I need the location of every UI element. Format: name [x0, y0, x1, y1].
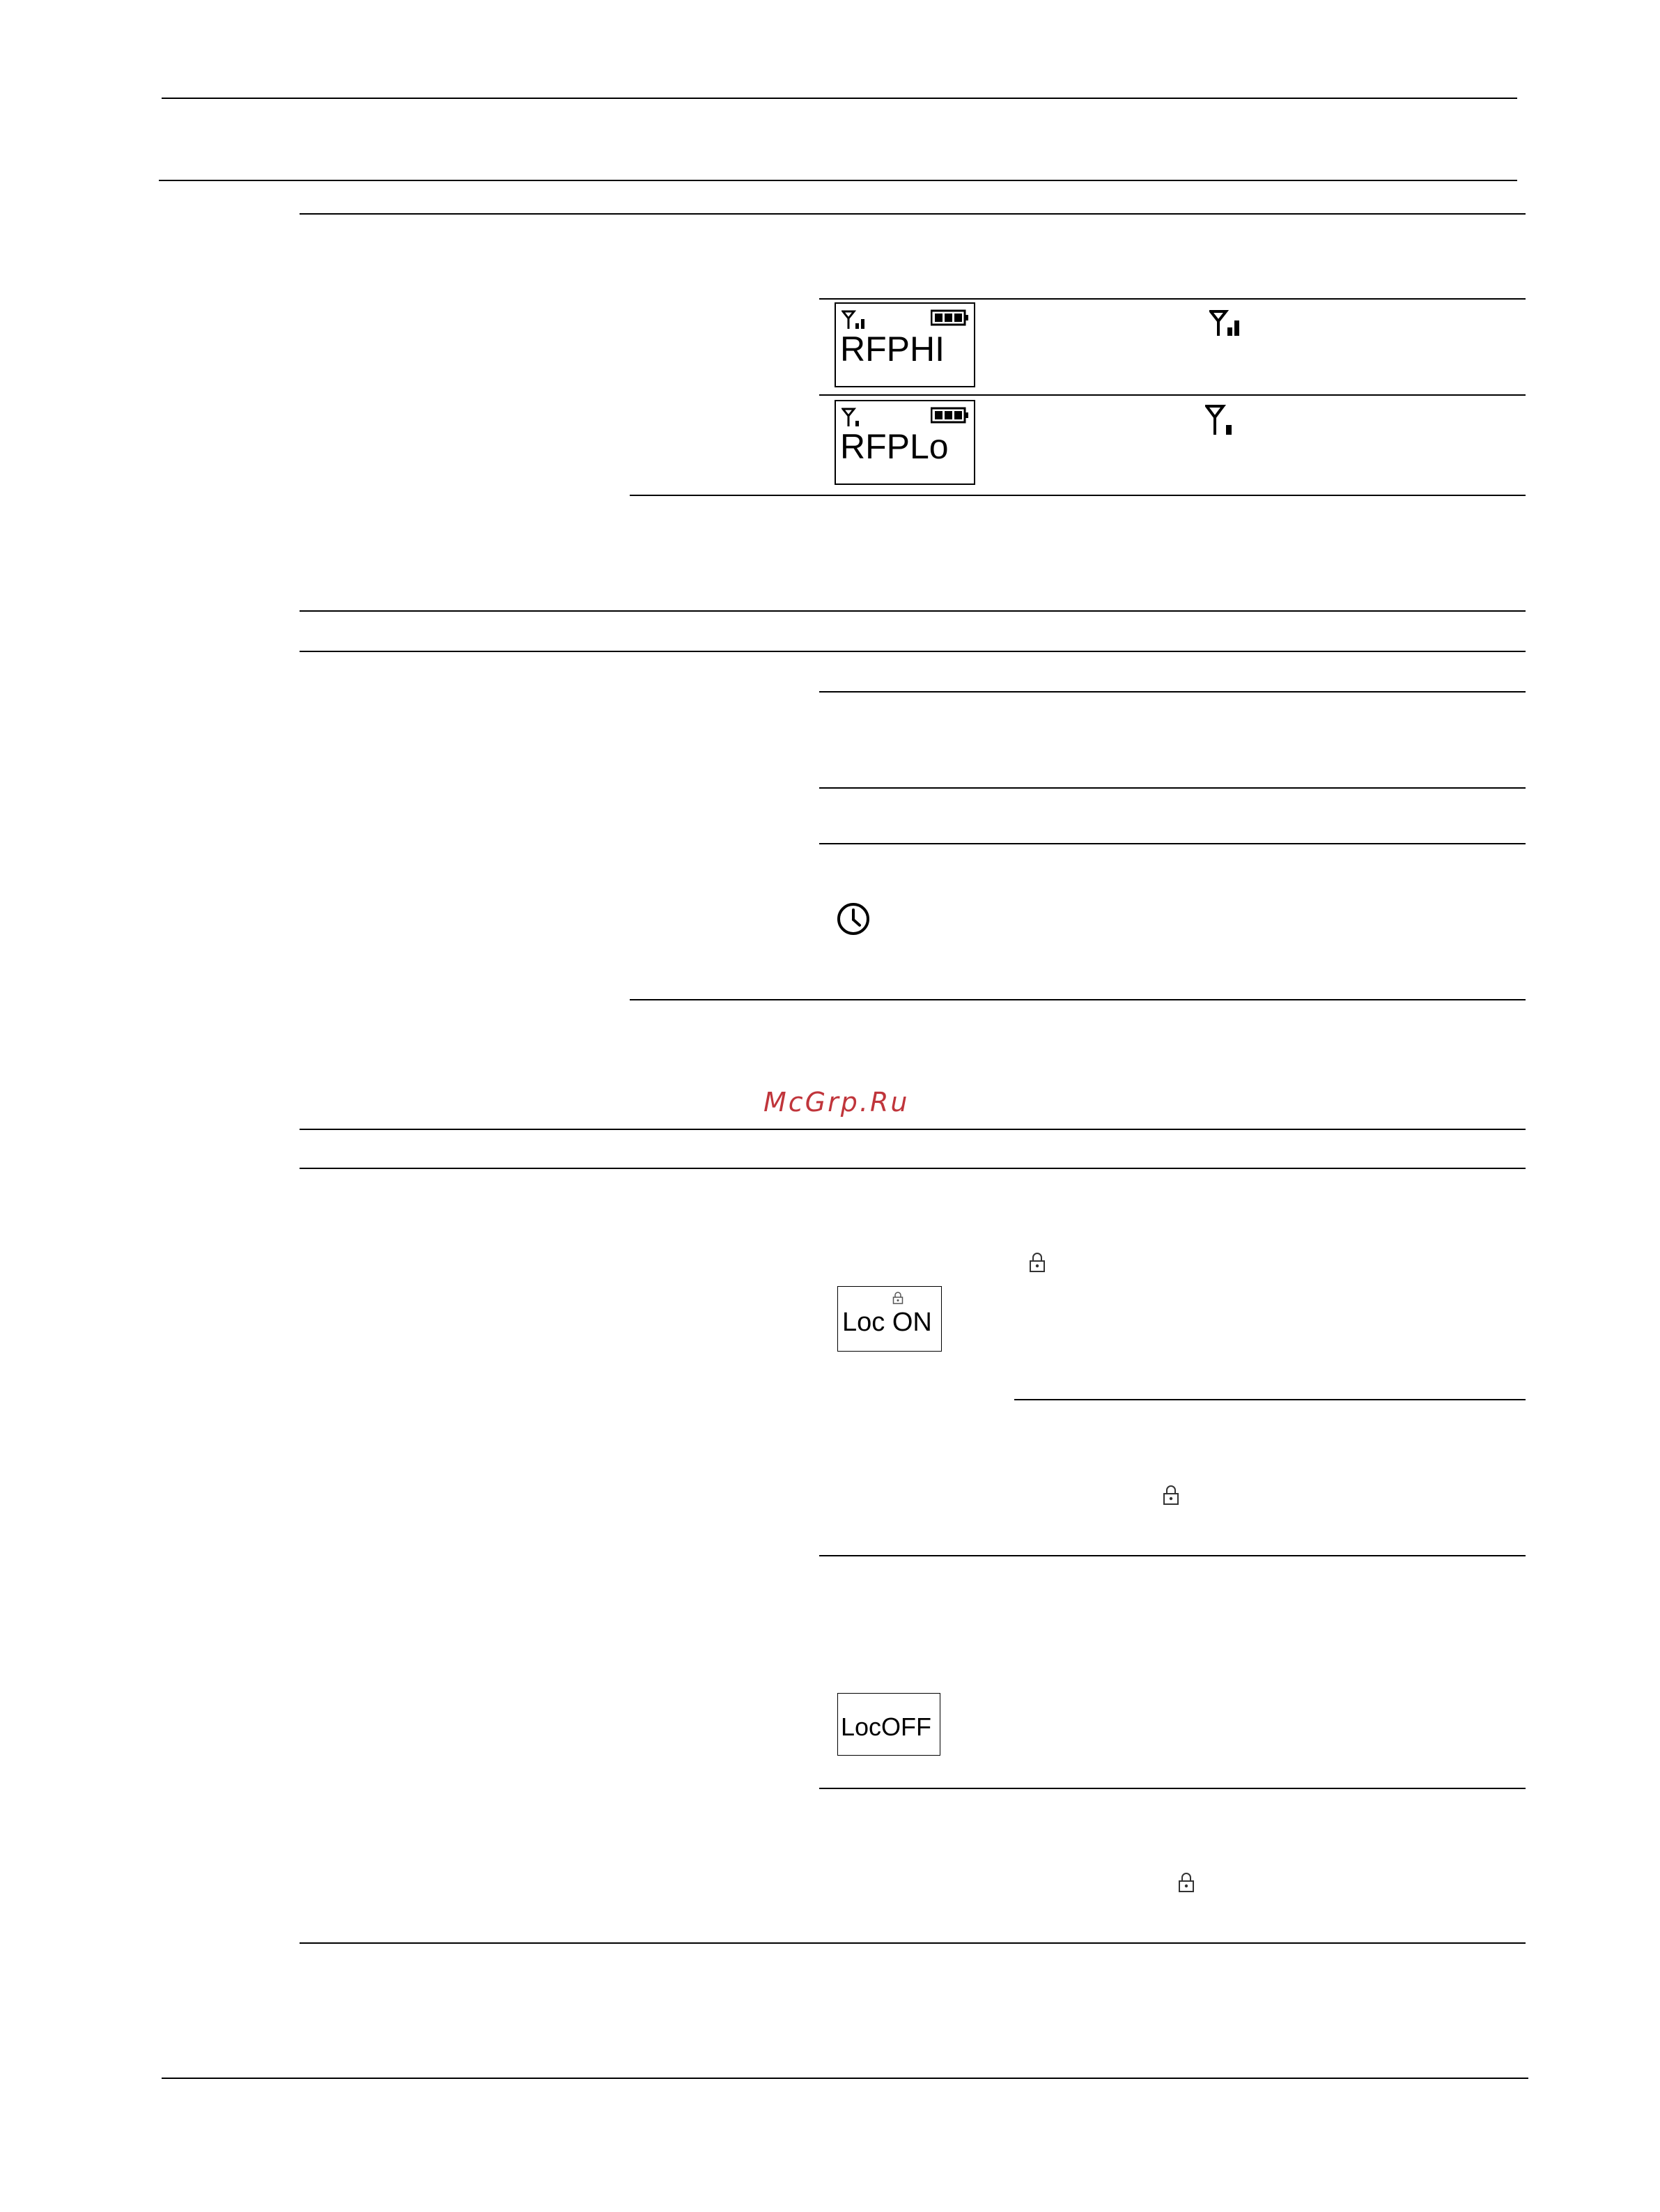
lcd-text-lock-on: Loc ON [842, 1308, 932, 1337]
rf-table-rule-2 [819, 394, 1526, 396]
rf-table-rule-3 [630, 495, 1526, 496]
timer-table-rule-4 [630, 999, 1526, 1000]
lock-icon [1161, 1484, 1181, 1506]
battery-icon [931, 407, 970, 424]
signal-high-icon [1209, 309, 1244, 337]
lcd-screen-lock-off [837, 1693, 940, 1756]
watermark: McGrp.Ru [763, 1087, 910, 1117]
timer-table-rule-2 [819, 787, 1526, 789]
header-rule-top [162, 98, 1517, 99]
lock-icon [1027, 1251, 1048, 1274]
lcd-text-lock-off: LocOFF [841, 1712, 932, 1741]
timer-section-rule-top [300, 610, 1526, 612]
battery-icon [931, 309, 970, 326]
lock-icon [1176, 1871, 1197, 1894]
timer-table-rule-1 [819, 691, 1526, 693]
timer-section-rule-2 [300, 651, 1526, 652]
clock-icon [836, 902, 871, 936]
signal-low-icon [841, 407, 869, 428]
lock-icon [891, 1291, 905, 1305]
lcd-text-rf-low: RFPLo [840, 427, 949, 466]
footer-rule [162, 2078, 1528, 2079]
lock-table-rule-3 [819, 1788, 1526, 1789]
signal-low-icon [1205, 404, 1240, 436]
rf-table-rule-1 [819, 298, 1526, 300]
lock-table-rule-1 [1014, 1399, 1526, 1400]
rf-section-rule-top [300, 213, 1526, 215]
timer-table-rule-3 [819, 843, 1526, 844]
lcd-screen-rf-low [835, 400, 975, 485]
header-rule-bottom [159, 180, 1517, 181]
lcd-screen-rf-high [835, 302, 975, 387]
lock-section-rule-top [300, 1129, 1526, 1130]
signal-high-icon [841, 309, 869, 330]
lcd-text-rf-high: RFPHI [840, 330, 945, 369]
lcd-screen-lock-on [837, 1286, 942, 1352]
lock-section-rule-2 [300, 1168, 1526, 1169]
lock-table-rule-2 [819, 1555, 1526, 1556]
lock-section-rule-bottom [300, 1942, 1526, 1944]
